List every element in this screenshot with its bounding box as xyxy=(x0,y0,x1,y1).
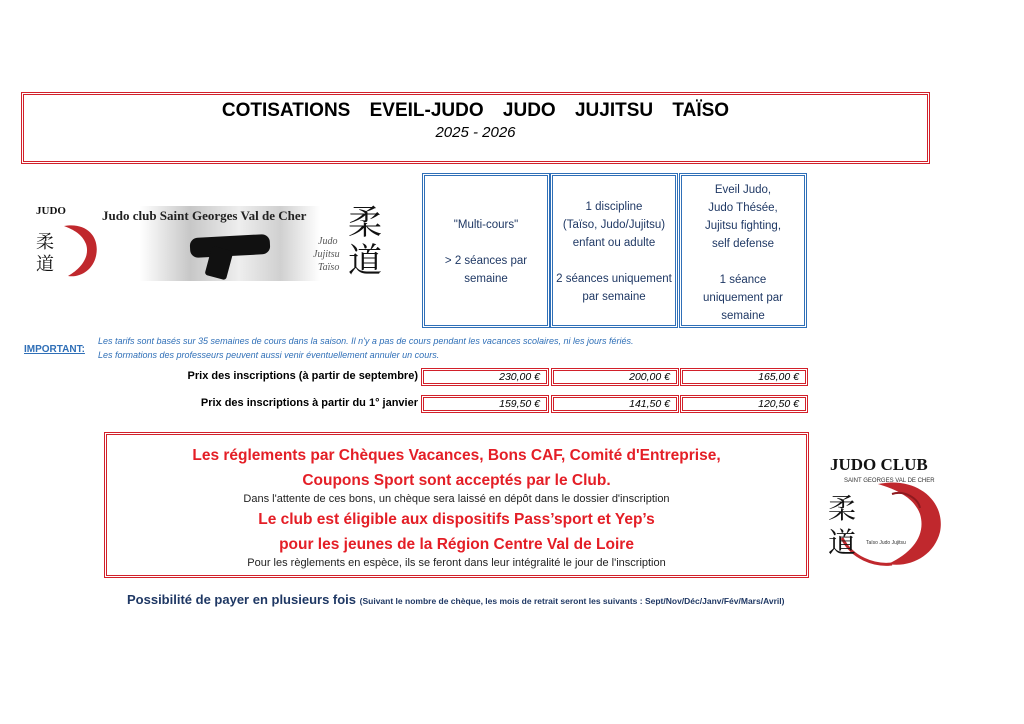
price-cell: 159,50 € xyxy=(421,395,549,413)
season: 2025 - 2026 xyxy=(435,124,516,141)
important-line: Les tarifs sont basés sur 35 semaines de cours dans la saison. Il n'y a pas de cours pendant les vacances scolaires, ni les jours fériés. xyxy=(98,336,634,346)
column-text: 1 discipline (Taïso, Judo/Jujitsu) enfant ou adulte 2 séances uniquement par semaine xyxy=(556,201,672,303)
important-text xyxy=(98,334,634,362)
payment-methods-line: Les réglements par Chèques Vacances, Bons CAF, Comité d'Entreprise, xyxy=(192,447,721,464)
pass-sport-line: pour les jeunes de la Région Centre Val de Loire xyxy=(279,536,634,553)
payment-methods xyxy=(107,443,806,493)
svg-text:柔: 柔 xyxy=(828,493,857,524)
payment-methods-line: Coupons Sport sont acceptés par le Club. xyxy=(302,472,611,489)
payment-note: Dans l'attente de ces bons, un chèque sera laissé en dépôt dans le dossier d'inscription xyxy=(243,493,670,505)
logo-top-text: JUDO CLUB xyxy=(830,455,928,474)
multiple-payments-text: Possibilité de payer en plusieurs fois xyxy=(127,592,357,607)
logo-sub-text: SAINT GEORGES VAL DE CHER xyxy=(844,478,935,484)
column-one-discipline xyxy=(550,173,678,328)
banner-sub-taiso: Taïso xyxy=(318,262,340,273)
banner-sub-jujitsu: Jujitsu xyxy=(313,249,340,260)
important-line: Les formations des professeurs peuvent aussi venir éventuellement annuler un cours. xyxy=(98,350,440,360)
header-box xyxy=(21,92,930,164)
cash-note: Pour les règlements en espèce, ils se feront dans leur intégralité le jour de l'inscription xyxy=(247,557,666,569)
price-label-september: Prix des inscriptions (à partir de septembre) xyxy=(187,370,418,382)
svg-text:道: 道 xyxy=(828,527,857,558)
svg-text:道: 道 xyxy=(36,254,54,274)
svg-text:柔: 柔 xyxy=(36,232,54,252)
price-cell: 120,50 € xyxy=(680,395,808,413)
banner-kanji: 柔道 xyxy=(348,204,382,280)
column-text: "Multi-cours" > 2 séances par semaine xyxy=(444,219,528,285)
price-cell: 141,50 € xyxy=(551,395,679,413)
svg-text:JUDO: JUDO xyxy=(36,205,66,217)
column-text: Eveil Judo, Judo Thésée, Jujitsu fighting, self defense 1 séance uniquement par semaine xyxy=(703,184,783,322)
column-multi-cours xyxy=(422,173,550,328)
payment-info-box xyxy=(104,432,809,578)
important-label: IMPORTANT: xyxy=(24,344,85,355)
page-title: COTISATIONS EVEIL-JUDO JUDO JUJITSU TAÏSO xyxy=(221,100,730,121)
price-label-january: Prix des inscriptions à partir du 1° janvier xyxy=(200,397,418,409)
price-cell: 230,00 € xyxy=(421,368,549,386)
club-banner xyxy=(30,198,392,283)
column-eveil-judo xyxy=(679,173,807,328)
club-logo-icon xyxy=(822,446,948,568)
multiple-payments-note: (Suivant le nombre de chèque, les mois de retrait seront les suivants : Sept/Nov/Déc/Janv/Fév/Mars/Avril) xyxy=(359,596,785,606)
multiple-payments xyxy=(127,592,784,607)
logo-kanji: 柔道 xyxy=(822,446,824,447)
pass-sport-info xyxy=(107,507,806,557)
price-cell: 165,00 € xyxy=(680,368,808,386)
club-logo-small-icon xyxy=(30,198,105,283)
price-cell: 200,00 € xyxy=(551,368,679,386)
logo-bottom-text: Taïso Judo Jujitsu xyxy=(866,540,906,546)
pass-sport-line: Le club est éligible aux dispositifs Pass’sport et Yep’s xyxy=(258,511,655,528)
banner-sub-judo: Judo xyxy=(318,236,338,247)
banner-club-name: Judo club Saint Georges Val de Cher xyxy=(102,208,307,223)
